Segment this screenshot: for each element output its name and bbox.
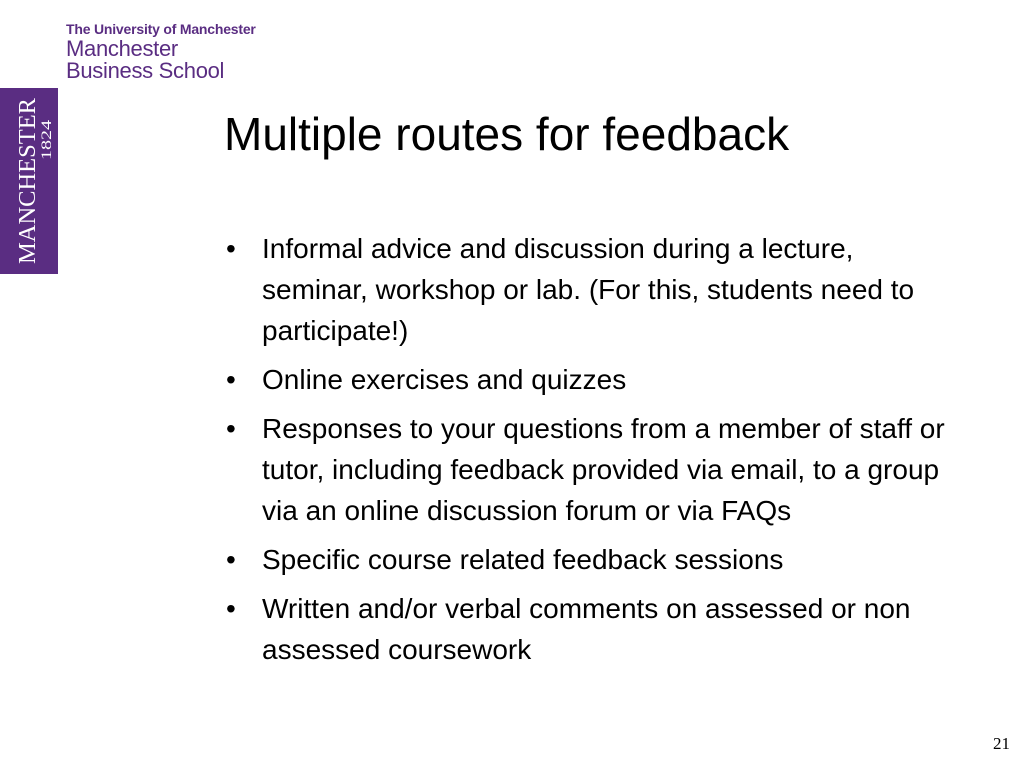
bullet-text: Responses to your questions from a member of staff or tutor, including feedback provided via email, to a group via an online discussion forum or via FAQs — [262, 413, 945, 526]
logo-university-name: The University of Manchester — [66, 21, 256, 37]
bullet-icon: • — [226, 544, 236, 575]
logo-school-line-2: Business School — [66, 58, 225, 83]
bullet-icon: • — [226, 413, 236, 444]
bullet-icon: • — [226, 364, 236, 395]
bullet-icon: • — [226, 593, 236, 624]
bullet-text: Specific course related feedback sessions — [262, 544, 784, 575]
page-number: 21 — [993, 734, 1010, 753]
bullet-item — [224, 539, 964, 580]
vertical-year-text: 1824 — [39, 130, 55, 160]
bullet-text: Informal advice and discussion during a lecture, seminar, workshop or lab. (For this, students need to participate!) — [262, 233, 915, 346]
bullet-item — [224, 228, 964, 351]
bullet-text: Written and/or verbal comments on assessed or non assessed coursework — [262, 593, 911, 665]
university-logo — [66, 20, 256, 82]
bullet-item — [224, 359, 964, 400]
bullet-item — [224, 588, 964, 670]
manchester-1824-wordmark — [0, 88, 58, 274]
vertical-wordmark-text: MANCHESTER — [15, 101, 41, 264]
bullet-text: Online exercises and quizzes — [262, 364, 627, 395]
bullet-item — [224, 408, 964, 531]
bullet-list — [224, 228, 964, 678]
manchester-1824-logo-bar — [0, 88, 58, 274]
bullet-icon: • — [226, 233, 236, 264]
logo-school-line-1: Manchester — [66, 36, 178, 61]
slide-title: Multiple routes for feedback — [224, 108, 790, 160]
